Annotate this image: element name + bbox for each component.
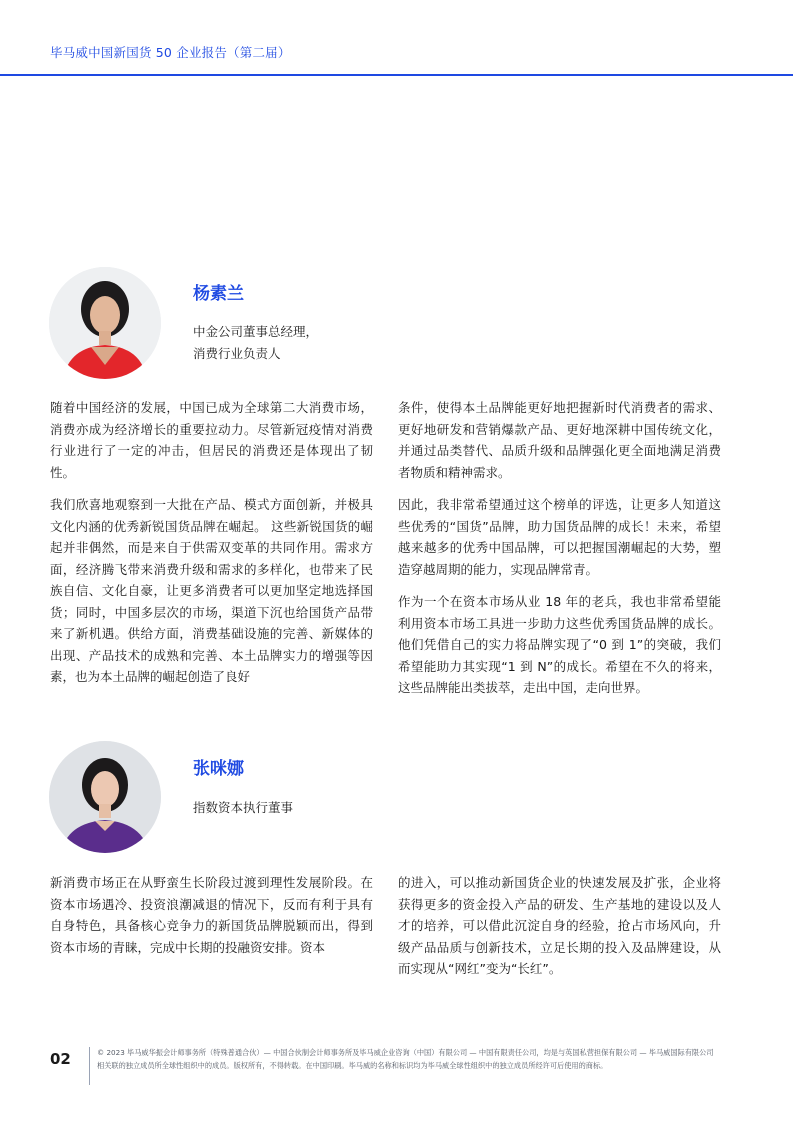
paragraph: 随着中国经济的发展，中国已成为全球第二大消费市场，消费亦成为经济增长的重要拉动力。尽管新冠疫情对消费行业进行了一定的冲击，但居民的消费还是体现出了韧性。 [50,400,373,480]
person-title-line: 消费行业负责人 [193,346,281,361]
paragraph: 新消费市场正在从野蛮生长阶段过渡到理性发展阶段。在资本市场遇冷、投资浪潮减退的情况下，反而有利于具有自身特色，具备核心竞争力的新国货品牌脱颖而出，得到资本市场的青睐，完成中长期的投融资安排。资本 [50,875,373,955]
footer-divider [89,1047,90,1085]
report-header-title: 毕马威中国新国货 50 企业报告（第二届） [50,45,291,60]
portrait-image [49,741,161,853]
quote-column-right [398,872,721,991]
person-title-line: 指数资本执行董事 [193,800,294,815]
person-title-line: 中金公司董事总经理， [193,324,319,339]
paragraph: 我们欣喜地观察到一大批在产品、模式方面创新，并极具文化内涵的优秀新锐国货品牌在崛起。 这些新锐国货的崛起并非偶然，而是来自于供需双变革的共同作用。需求方面，经济腾飞带来消费升级和需求的多样化，也带来了民族自信、文化自豪，让更多消费者可以更加坚定地选择国货；同时，中国多层次的市场，渠道下沉也给国货产品带来了新机遇。供给方面，消费基础设施的完善、新媒体的出现、产品技术的成熟和完善、本土品牌实力的增强等因素，也为本土品牌的崛起创造了良好 [50,497,373,684]
person-title [193,797,493,819]
paragraph: 条件，使得本土品牌能更好地把握新时代消费者的需求、更好地研发和营销爆款产品、更好地深耕中国传统文化，并通过品类替代、品质升级和品牌强化更全面地满足消费者物质和精神需求。 [398,400,721,480]
paragraph: 作为一个在资本市场从业 18 年的老兵，我也非常希望能利用资本市场工具进一步助力这些优秀国货品牌的成长。他们凭借自己的实力将品牌实现了“0 到 1”的突破，我们希望能助力其实现“1 到 N”的成长。希望在不久的将来，这些品牌能出类拔萃，走出中国，走向世界。 [398,594,721,695]
person-title [193,321,493,365]
quote-column-right [398,397,721,710]
quote-column-left [50,872,373,969]
portrait-image [49,267,161,379]
person-name: 杨素兰 [193,284,244,304]
quote-column-left [50,397,373,699]
avatar-yang-sulan [49,267,161,379]
copyright-notice: © 2023 毕马威华振会计师事务所（特殊普通合伙）— 中国合伙制会计师事务所及毕马威企业咨询（中国）有限公司 — 中国有限责任公司，均是与英国私营担保有限公司 — 毕马威国际有限公司相关联的独立成员所全球性组织中的成员。版权所有，不得转载。在中国印刷。毕马威的名称和标识均为毕马威全球性组织中的独立成员所经许可后使用的商标。 [97,1048,714,1070]
page-number: 02 [50,1050,71,1068]
paragraph: 的进入，可以推动新国货企业的快速发展及扩张，企业将获得更多的资金投入产品的研发、生产基地的建设以及人才的培养，可以借此沉淀自身的经验，抢占市场风向，升级产品品质与创新技术，立足长期的投入及品牌建设，从而实现从“网红”变为“长红”。 [398,875,721,976]
person-name: 张咪娜 [193,759,244,779]
header-divider [0,74,793,76]
paragraph: 因此，我非常希望通过这个榜单的评选，让更多人知道这些优秀的“国货”品牌，助力国货品牌的成长！未来，希望越来越多的优秀中国品牌，可以把握国潮崛起的大势，塑造穿越周期的能力，实现品牌常青。 [398,497,721,577]
avatar-zhang-mina [49,741,161,853]
